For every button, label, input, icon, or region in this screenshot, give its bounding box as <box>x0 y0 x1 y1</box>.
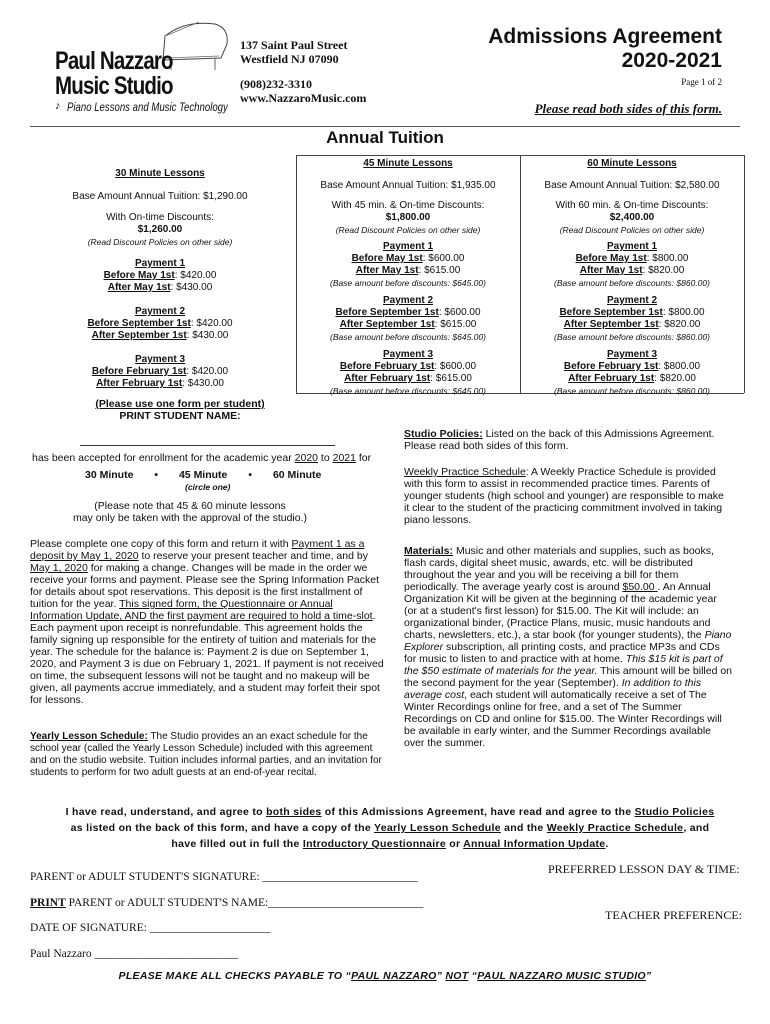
weekly-practice-text: : A Weekly Practice Schedule is provided with this form to assist in recommended practice times. Parents of younger students (high school and younger) are responsible to make it clear to the student of the practicing commitment involved in taking piano lessons. <box>404 466 724 526</box>
materials-text-e: This amount will be billed on the second payment for the year (September). <box>404 665 733 689</box>
deposit-text-f: This signed form, the Questionnaire or Annual Information Update, AND the first payment are required to hold a time-slot <box>30 598 373 622</box>
col-45-p1-base: (Base amount before discounts: $645.00) <box>330 278 486 288</box>
agreement-text-3: of this Admissions Agreement, have read and agree to the <box>321 806 635 818</box>
col-60-p1-a-val: : $800.00 <box>646 253 689 264</box>
tuition-heading: Annual Tuition <box>326 128 444 147</box>
parent-name-field[interactable] <box>30 897 423 909</box>
yearly-schedule-paragraph <box>30 731 390 779</box>
col-30-title: 30 Minute Lessons <box>115 168 205 179</box>
col-30-p3-title: Payment 3 <box>134 354 186 365</box>
materials-cost: $50.00 <box>622 581 658 593</box>
student-name-field[interactable] <box>80 435 335 446</box>
table-divider <box>296 155 297 393</box>
col-45-p3-b-val: : $615.00 <box>430 373 472 384</box>
agreement-text-11: or <box>446 838 464 850</box>
preferred-lesson-time-field[interactable]: PREFERRED LESSON DAY & TIME: <box>548 862 740 876</box>
logo-line-1: Paul Nazzaro <box>55 47 173 75</box>
deposit-text-g: . Each payment upon receipt is nonrefundable. This agreement holds the family signing up responsible for the entirety of tuition and materials for the year. The schedule for the balance is: Payment 2 is due on September 1, 2020, and Payment 3 is due on February 1, 2021. If payment is not received on time, the subsequent lessons will not be taught and no makeup will be given, all payments accrue immediately, and a student may forfeit their spot for lessons. <box>30 610 384 706</box>
col-45-p1-a-label: Before May 1st <box>351 253 423 264</box>
studio-logo <box>55 18 235 113</box>
print-label: PRINT <box>30 897 66 909</box>
accepted-text: has been accepted for enrollment for the academic year <box>32 452 295 464</box>
col-30-p1-title: Payment 1 <box>134 258 186 269</box>
col-45-p1-a-val: : $600.00 <box>422 253 465 264</box>
col-45-p3-b-label: After February 1st <box>344 373 431 384</box>
col-45-p3-a-label: Before February 1st <box>339 361 435 372</box>
col-30-note: (Read Discount Policies on other side) <box>87 237 233 247</box>
col-30-p1-a-label: Before May 1st <box>103 270 175 281</box>
deposit-text-e: for making a change. Changes will be made in the order we receive your forms and payment. Please see the Spring Information Packet for details about spot reservations. This deposit is the first installment of tuition for the year. <box>30 562 380 610</box>
option-separator: • <box>248 469 253 481</box>
col-30-p2-b-label: After September 1st <box>91 330 187 341</box>
agreement-text-9: , and have filled out in full the <box>171 822 710 850</box>
agreement-annual-update: Annual Information Update <box>463 838 606 850</box>
col-60-note: (Read Discount Policies on other side) <box>559 225 705 235</box>
year-start: 2020 <box>294 452 319 464</box>
materials-text-c: subscription, all printing costs, and practice MP3s and CDs for music to listen to and practice with at home. <box>404 641 720 665</box>
col-45-note: (Read Discount Policies on other side) <box>335 225 481 235</box>
footer-not: NOT <box>445 970 469 982</box>
footer-text-3: ” <box>436 970 446 982</box>
col-60-p1-base: (Base amount before discounts: $860.00) <box>554 278 710 288</box>
col-60-p2-base: (Base amount before discounts: $860.00) <box>554 332 710 342</box>
col-30-p1-b-val: : $430.00 <box>170 282 213 293</box>
title-year: 2020-2021 <box>621 49 722 72</box>
paul-nazzaro-signature-field[interactable]: Paul Nazzaro _________________________ <box>30 948 239 960</box>
col-45-disc-label: With 45 min. & On-time Discounts: <box>331 200 485 211</box>
weekly-practice-paragraph <box>404 466 726 526</box>
website[interactable]: www.NazzaroMusic.com <box>240 91 367 105</box>
footer-payee: PAUL NAZZARO <box>351 970 437 982</box>
col-30-p3-b-label: After February 1st <box>96 378 183 389</box>
col-45-p3-a-val: : $600.00 <box>434 361 477 372</box>
agreement-text-7: and the <box>500 822 547 834</box>
agreement-yearly-schedule: Yearly Lesson Schedule <box>374 822 501 834</box>
col-30-p2-b-val: : $430.00 <box>186 330 229 341</box>
col-60-p3-title: Payment 3 <box>606 349 658 360</box>
option-60-minute[interactable]: 60 Minute <box>272 469 322 481</box>
deposit-text-d: May 1, 2020 <box>30 562 88 574</box>
one-form-note: (Please use one form per student) <box>95 398 265 410</box>
col-45-p2-b-val: : $615.00 <box>434 319 477 330</box>
col-45-p2-a-label: Before September 1st <box>335 307 439 318</box>
col-60-p3-a-label: Before February 1st <box>563 361 659 372</box>
agreement-both-sides: both sides <box>266 806 322 818</box>
col-60-p1-b-val: : $820.00 <box>642 265 685 276</box>
approval-note-line2: may only be taken with the approval of the studio.) <box>72 512 308 524</box>
materials-text-f: In addition to this average cost <box>404 677 702 701</box>
agreement-questionnaire: Introductory Questionnaire <box>302 838 447 850</box>
materials-text-b: . An Annual Organization Kit will be given at the beginning of the academic year (or at a student's first lesson) for $15.00. The Kit will include: an organizational binder, (Practice Plans, music, music handouts and charts, newsletters, etc.), a star book (for younger students), the <box>404 581 717 641</box>
year-to: to <box>318 452 333 464</box>
approval-note-line1: (Please note that 45 & 60 minute lessons <box>94 500 286 512</box>
col-60-p3-base: (Base amount before discounts: $860.00) <box>554 386 710 396</box>
col-60-p2-a-label: Before September 1st <box>559 307 663 318</box>
col-45-p3-base: (Base amount before discounts: $645.00) <box>330 386 486 396</box>
yearly-schedule-text: The Studio provides an an exact schedule for the school year (called the Yearly Lesson Schedule) included with this agreement and on the studio website. Tuition includes informal parties, and an invitation for students to perform for two adult guests at an end-of-year recital. <box>30 731 382 778</box>
col-60-disc-amount: $2,400.00 <box>609 212 655 223</box>
signature-field[interactable]: PARENT or ADULT STUDENT'S SIGNATURE: ___________________________ <box>30 871 418 883</box>
materials-text-d: This $15 kit is part of the $50 estimate of materials for the year. <box>404 653 723 677</box>
deposit-text-b: Payment 1 as a deposit by May 1, 2020 <box>30 538 365 562</box>
col-60-p2-title: Payment 2 <box>606 295 658 306</box>
studio-policies-paragraph <box>404 428 739 452</box>
footer-wrong-payee: PAUL NAZZARO MUSIC STUDIO <box>477 970 646 982</box>
col-60-p2-b-val: : $820.00 <box>658 319 701 330</box>
agreement-studio-policies: Studio Policies <box>634 806 715 818</box>
col-60-p3-b-val: : $820.00 <box>654 373 696 384</box>
col-45-disc-amount: $1,800.00 <box>385 212 431 223</box>
print-student-name-label: PRINT STUDENT NAME: <box>119 410 241 422</box>
logo-tagline: Piano Lessons and Music Technology <box>67 100 228 114</box>
year-end: 2021 <box>332 452 356 464</box>
agreement-text-5: as listed on the back of this form, and have a copy of the <box>70 822 375 834</box>
col-30-p2-title: Payment 2 <box>134 306 186 317</box>
col-45-p3-title: Payment 3 <box>382 349 434 360</box>
materials-paragraph <box>404 545 732 749</box>
approval-note <box>60 500 320 524</box>
footer-text-5: “ <box>468 970 478 982</box>
col-45-base: Base Amount Annual Tuition: $1,935.00 <box>320 180 496 191</box>
studio-policies-label: Studio Policies: <box>404 428 483 440</box>
col-30-p3-b-val: : $430.00 <box>182 378 224 389</box>
address-street: 137 Saint Paul Street <box>240 38 348 52</box>
agreement-text-1: I have read, understand, and agree to <box>65 806 267 818</box>
table-divider <box>520 155 521 393</box>
option-45-minute[interactable]: 45 Minute <box>178 469 228 481</box>
materials-label: Materials: <box>404 545 454 557</box>
footer-text-1: PLEASE MAKE ALL CHECKS PAYABLE TO “ <box>118 970 352 982</box>
col-60-disc-label: With 60 min. & On-time Discounts: <box>555 200 709 211</box>
page-number: Page 1 of 2 <box>681 77 722 87</box>
deposit-paragraph <box>30 538 386 706</box>
col-45-p2-base: (Base amount before discounts: $645.00) <box>330 332 486 342</box>
year-for: for <box>355 452 372 464</box>
deposit-text-a: Please complete one copy of this form and return it with <box>30 538 292 550</box>
yearly-schedule-label: Yearly Lesson Schedule: <box>30 731 148 742</box>
deposit-text-c: to reserve your present teacher and time, and by <box>138 550 368 562</box>
weekly-practice-label: Weekly Practice Schedule <box>404 466 526 478</box>
agreement-weekly-schedule: Weekly Practice Schedule <box>546 822 684 834</box>
col-60-p3-b-label: After February 1st <box>568 373 655 384</box>
lesson-length-options <box>85 469 321 481</box>
table-divider <box>744 155 745 393</box>
agreement-text-13: . <box>605 838 609 850</box>
col-60-base: Base Amount Annual Tuition: $2,580.00 <box>544 180 720 191</box>
materials-text-g: , each student will automatically receive a set of The Winter Recordings online for free, and a set of The Summer Recordings on CD and online for $15.00. The Winter Recordings will be available in early winter, and the Summer Recordings available over the summer. <box>404 689 722 749</box>
col-60-p3-a-val: : $800.00 <box>658 361 701 372</box>
col-45-p2-title: Payment 2 <box>382 295 434 306</box>
circle-one-note: (circle one) <box>185 482 231 492</box>
accepted-line <box>32 452 371 464</box>
col-60-p1-b-label: After May 1st <box>579 265 643 276</box>
col-45-p2-b-label: After September 1st <box>339 319 435 330</box>
option-separator: • <box>154 469 159 481</box>
col-30-p2-a-val: : $420.00 <box>190 318 233 329</box>
col-30-p1-a-val: : $420.00 <box>174 270 217 281</box>
parent-name-label: PARENT or ADULT STUDENT'S NAME:___________________________ <box>65 897 424 909</box>
studio-address <box>240 38 366 105</box>
col-45-p2-a-val: : $600.00 <box>438 307 481 318</box>
col-45-p1-title: Payment 1 <box>382 241 434 252</box>
teacher-preference-field[interactable]: TEACHER PREFERENCE: <box>605 908 743 922</box>
option-30-minute[interactable]: 30 Minute <box>85 469 134 481</box>
col-30-disc-label: With On-time Discounts: <box>106 212 214 223</box>
col-30-p1-b-label: After May 1st <box>107 282 171 293</box>
document-title <box>488 25 722 73</box>
checks-payable-notice <box>0 970 770 982</box>
materials-text-a: Music and other materials and supplies, such as books, flash cards, digital sheet music, awards, etc. will be distributed throughout the year and you will be receiving a bill for them periodically. The average yearly cost is around <box>404 545 714 593</box>
col-30-p3-a-label: Before February 1st <box>91 366 187 377</box>
tuition-col-45 <box>298 158 518 397</box>
logo-line-2: Music Studio <box>55 72 173 100</box>
studio-policies-text: Listed on the back of this Admissions Agreement. Please read both sides of this form. <box>404 428 715 452</box>
agreement-statement <box>60 804 720 852</box>
materials-piano-explorer: Piano Explorer <box>404 629 732 653</box>
read-both-sides-notice: Please read both sides of this form. <box>534 101 722 116</box>
col-45-title: 45 Minute Lessons <box>363 158 453 169</box>
student-name-block <box>60 398 300 422</box>
col-30-base: Base Amount Annual Tuition: $1,290.00 <box>72 191 248 202</box>
phone: (908)232-3310 <box>240 77 312 91</box>
col-45-p1-b-label: After May 1st <box>355 265 419 276</box>
music-note-icon: ♪ <box>55 100 61 112</box>
col-60-p2-a-val: : $800.00 <box>662 307 705 318</box>
signature-date-field[interactable]: DATE OF SIGNATURE: _____________________ <box>30 922 271 934</box>
col-60-title: 60 Minute Lessons <box>587 158 677 169</box>
col-60-p1-title: Payment 1 <box>606 241 658 252</box>
col-60-p1-a-label: Before May 1st <box>575 253 647 264</box>
tuition-col-30 <box>60 168 260 390</box>
col-30-p2-a-label: Before September 1st <box>87 318 191 329</box>
tuition-col-60 <box>522 158 742 397</box>
title-text: Admissions Agreement <box>488 25 722 48</box>
address-city: Westfield NJ 07090 <box>240 52 339 66</box>
col-30-disc-amount: $1,260.00 <box>137 224 183 235</box>
col-45-p1-b-val: : $615.00 <box>418 265 461 276</box>
col-30-p3-a-val: : $420.00 <box>186 366 229 377</box>
col-60-p2-b-label: After September 1st <box>563 319 659 330</box>
footer-text-7: ” <box>645 970 652 982</box>
